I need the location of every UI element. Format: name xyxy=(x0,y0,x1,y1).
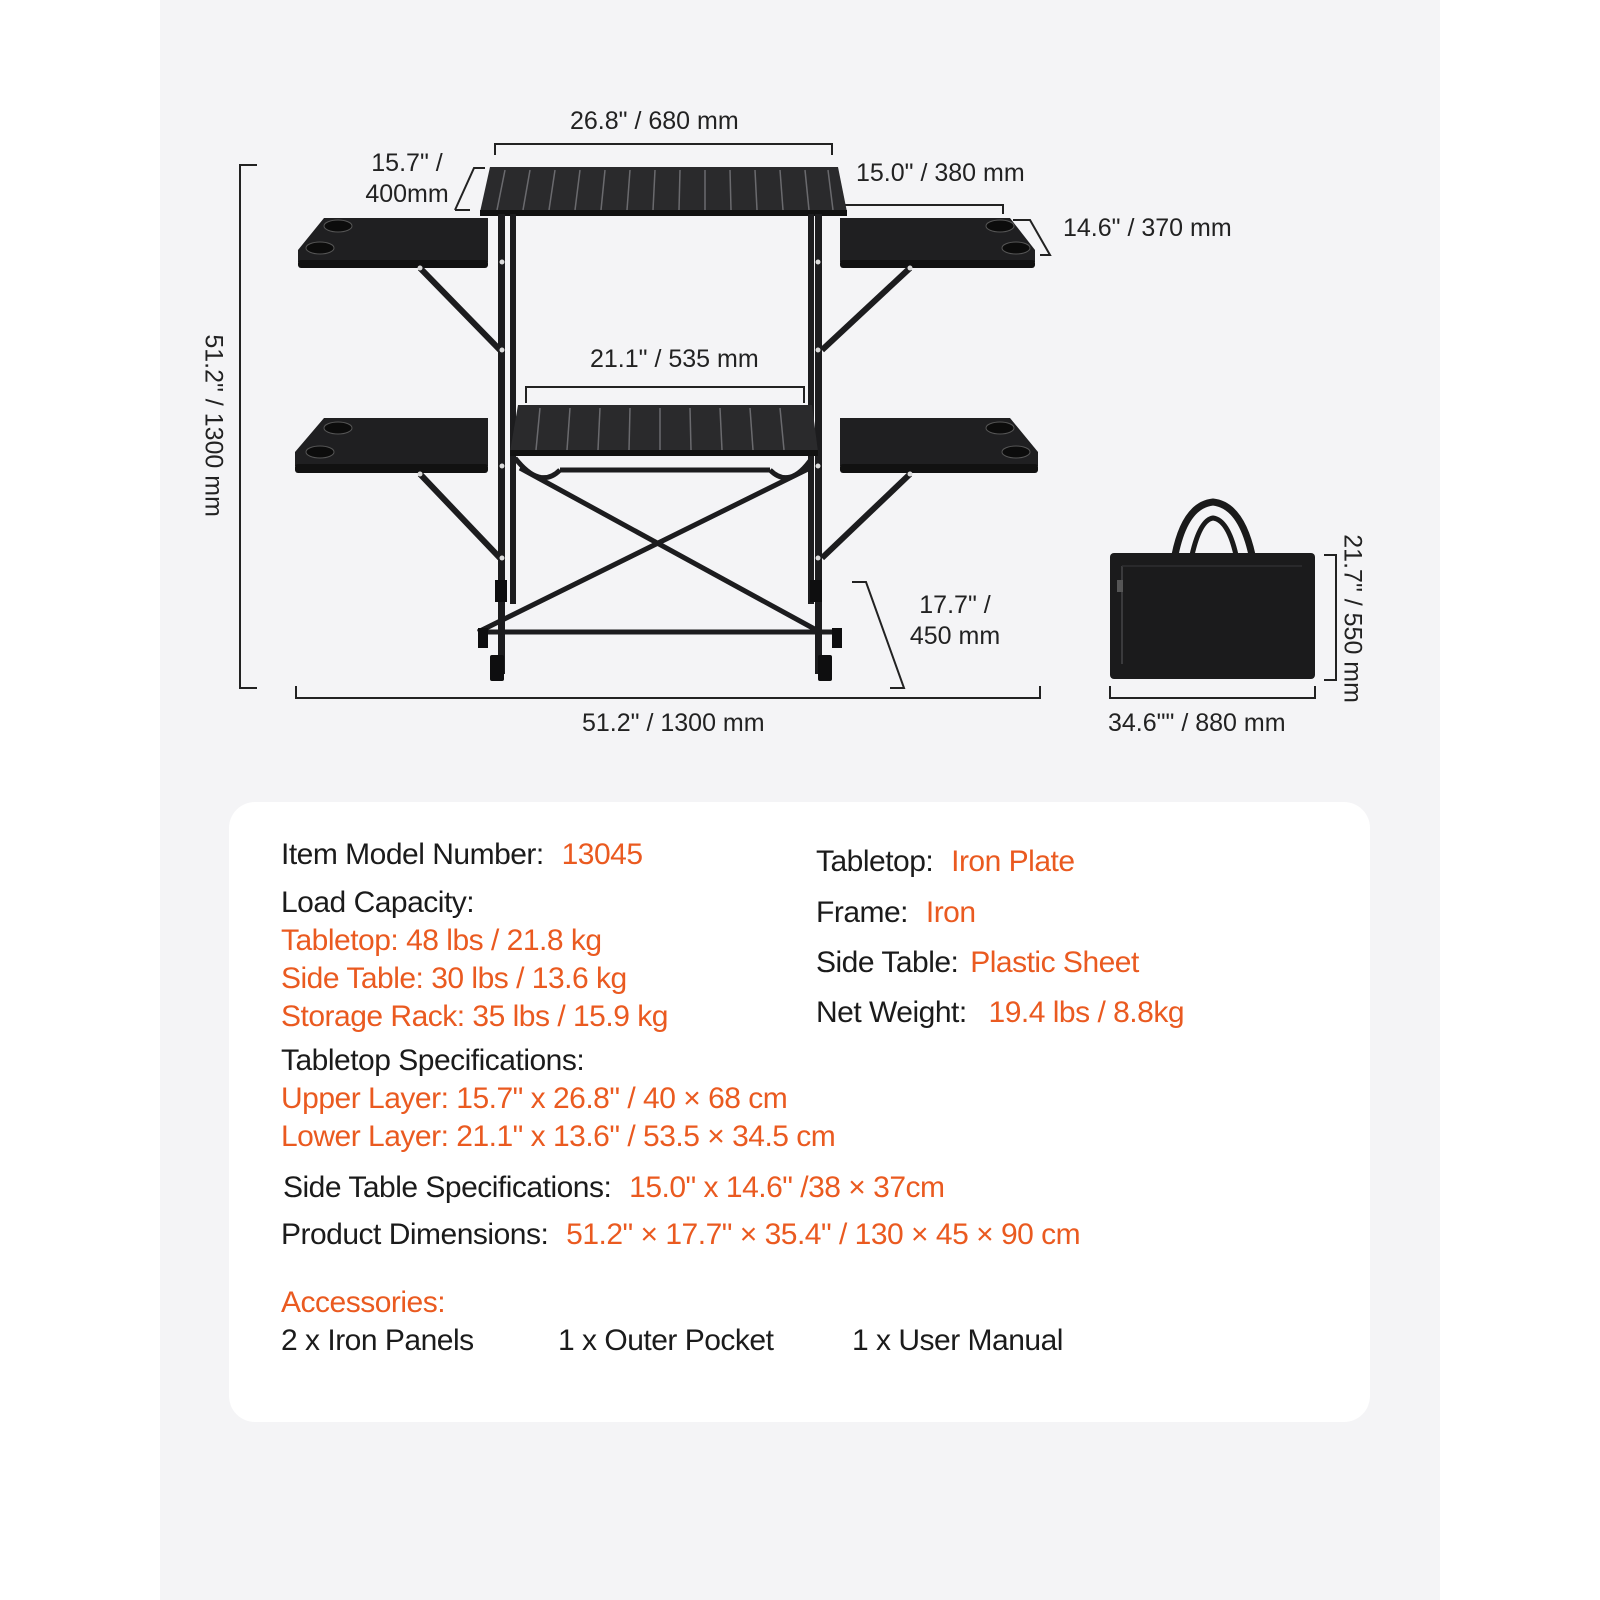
product-dimensions-value: 51.2" × 17.7" × 35.4" / 130 × 45 × 90 cm xyxy=(566,1218,1081,1251)
total-width-label: 51.2" / 1300 mm xyxy=(582,709,765,737)
side-table-material-value: Plastic Sheet xyxy=(970,946,1139,979)
top-width-label: 26.8" / 680 mm xyxy=(570,107,739,135)
accessory-item-iron-panels: 2 x Iron Panels xyxy=(281,1324,474,1357)
tabletop-material-value: Iron Plate xyxy=(951,845,1075,878)
side-table-spec-value: 15.0" x 14.6" /38 × 37cm xyxy=(629,1171,945,1204)
load-capacity-label: Load Capacity: xyxy=(281,886,475,919)
tabletop-spec-label: Tabletop Specifications: xyxy=(281,1044,585,1077)
side-table-spec-row xyxy=(283,1171,945,1205)
left-depth-line2: 400mm xyxy=(365,180,449,209)
left-depth-label xyxy=(352,148,462,211)
left-depth-line1: 15.7" / xyxy=(371,149,443,177)
lower-width-label: 21.1" / 535 mm xyxy=(590,345,759,373)
accessory-item-user-manual: 1 x User Manual xyxy=(852,1324,1063,1357)
model-number-row xyxy=(281,838,643,872)
accessory-item-outer-pocket: 1 x Outer Pocket xyxy=(558,1324,774,1357)
base-depth-line2: 450 mm xyxy=(909,622,1001,651)
model-number-value: 13045 xyxy=(561,838,643,871)
tabletop-material-row xyxy=(816,845,1075,879)
load-side-table: Side Table: 30 lbs / 13.6 kg xyxy=(281,962,627,995)
side-table-material-label: Side Table: xyxy=(816,946,959,979)
tabletop-material-label: Tabletop: xyxy=(816,845,934,878)
total-height-label: 51.2" / 1300 mm xyxy=(199,334,228,517)
side-table-material-row xyxy=(816,946,1139,980)
net-weight-row xyxy=(816,996,1184,1030)
load-storage-rack: Storage Rack: 35 lbs / 15.9 kg xyxy=(281,1000,668,1033)
carry-bag-illustration xyxy=(1110,502,1315,679)
frame-material-label: Frame: xyxy=(816,896,909,929)
frame-material-value: Iron xyxy=(925,896,976,929)
side-depth-label: 14.6" / 370 mm xyxy=(1063,214,1232,242)
frame-material-row xyxy=(816,896,976,930)
base-depth-label xyxy=(895,590,1015,653)
product-dimensions-row xyxy=(281,1218,1080,1252)
upper-layer-spec: Upper Layer: 15.7" x 26.8" / 40 × 68 cm xyxy=(281,1082,788,1115)
net-weight-value: 19.4 lbs / 8.8kg xyxy=(988,996,1184,1029)
side-width-label: 15.0" / 380 mm xyxy=(856,159,1025,187)
base-depth-line1: 17.7" / xyxy=(919,591,991,619)
model-number-label: Item Model Number: xyxy=(281,838,544,871)
bag-height-label: 21.7" / 550 mm xyxy=(1338,534,1367,703)
net-weight-label: Net Weight: xyxy=(816,996,967,1029)
accessories-heading: Accessories: xyxy=(281,1286,446,1319)
product-dimensions-label: Product Dimensions: xyxy=(281,1218,549,1251)
side-table-spec-label: Side Table Specifications: xyxy=(283,1171,612,1204)
lower-layer-spec: Lower Layer: 21.1" x 13.6" / 53.5 × 34.5 cm xyxy=(281,1120,836,1153)
load-tabletop: Tabletop: 48 lbs / 21.8 kg xyxy=(281,924,602,957)
bag-width-label: 34.6"" / 880 mm xyxy=(1108,709,1286,737)
